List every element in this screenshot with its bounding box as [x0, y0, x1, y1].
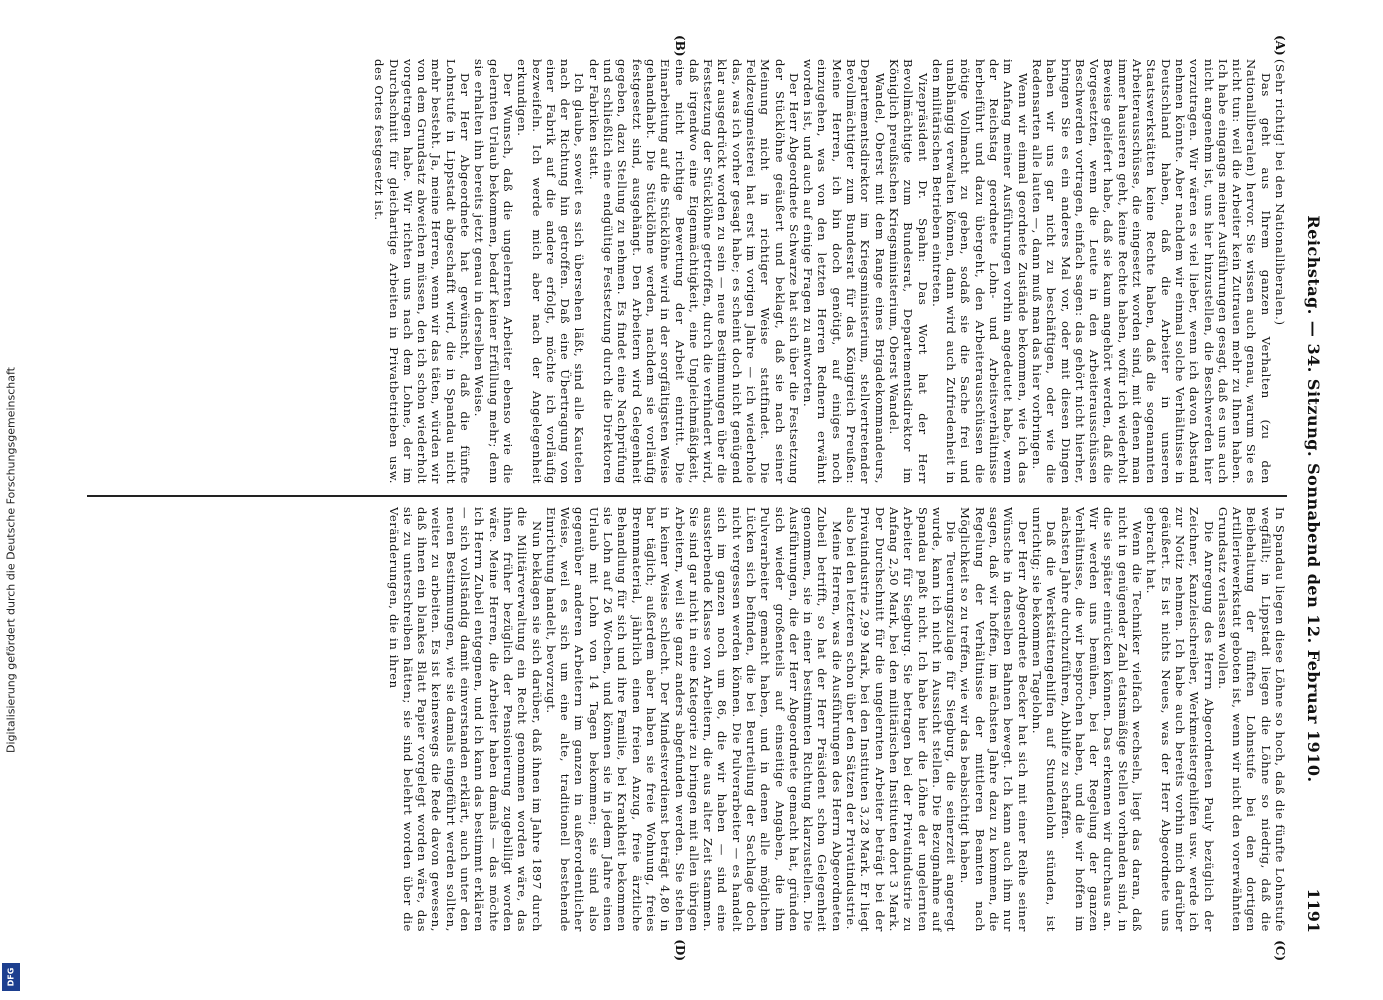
- paragraph: Ich glaube, soweit es sich übersehen läßt, sind alle Kautelen nach der Richtung hin getroffen. Daß eine Übertragung von einer Fabrik auf die andere erfolgt, möchte ich vorläufig bezweifeln. Ich werde mich aber nach der Angelegenheit erkundigen.: [515, 59, 587, 484]
- margin-marker-c: (C): [1273, 940, 1287, 961]
- paragraph: Der Herr Abgeordnete Becker hat sich mit einer Reihe seiner Wünsche in denselben Bahnen bewegt. Ich kann auch ihm nur sagen, daß wir hoffen, im nächsten Jahre dazu zu kommen, die Regelung der Verhältnisse der mittleren Beamten nach Möglichkeit so zu treffen, wie wir das beabsichtigt haben.: [958, 507, 1030, 932]
- paragraph: Der Herr Abgeordnete hat gewünscht, daß die fünfte Lohnstufe in Lippstadt abgeschafft wird, die in Spandau nicht mehr besteht. Ja, meine Herren, wenn wir das täten, würden wir von dem Grundsatz abweichen müssen, den ich schon wiederholt vorgetragen habe. Wir richten uns nach dem Lohne, der im Durchschnitt für gleichartige Arbeiten in Privatbetrieben usw. des Ortes festgesetzt ist.: [372, 59, 473, 484]
- paragraph: Wenn wir einmal geordnete Zustände bekommen, wie ich das im Anfang meiner Ausführungen vorhin angedeutet habe, wenn der Reichstag geordnete Lohn- und Arbeitsverhältnisse herbeiführt und dazu übergeht, den Arbeiterausschüssen die nötige Vollmacht zu geben, sodaß sie die Sache frei und unabhängig verwalten können, dann wird auch Zufriedenheit in den militärischen Betrieben eintreten.: [929, 59, 1030, 484]
- margin-marker-b: (B): [673, 35, 687, 57]
- funding-strip: [0, 0, 22, 1000]
- paragraph: Wenn die Techniker vielfach wechseln, liegt das daran, daß nicht in genügender Zahl etatsmäßige Stellen vorhanden sind, in die sie später einrücken können. Das erkennen wir durchaus an. Wir werden uns bemühen, bei der Regelung der ganzen Verhältnisse, die wir besprochen haben, und die wir hoffen im nächsten Jahre durchzuführen, Abhilfe zu schaffen.: [1058, 507, 1145, 932]
- margin-marker-d: (D): [673, 939, 687, 961]
- margin-marker-a: (A): [1273, 35, 1287, 56]
- paragraph: Wandel, Oberst mit dem Range eines Brigadekommandeurs, Departementsdirektor im Kriegsministerium, stellvertretender Bevollmächtigter zum Bundesrat für das Königreich Preußen: Meine Herren, ich bin doch genötigt, auf einiges noch einzugehen, was von den letzten Herren Rednern erwähnt worden ist, und auch auf einige Fragen zu antworten.: [801, 59, 887, 484]
- document-page: [77, 35, 1327, 961]
- paragraph: Vizepräsident Dr. Spahn: Das Wort hat der Herr Bevollmächtigte zum Bundesrat, Departementsdirektor im Königlich preußischen Kriegsministerium, Oberst Wandel.: [886, 59, 930, 484]
- left-column: [87, 59, 1287, 484]
- page-title: Reichstag. — 34. Sitzung. Sonnabend den 12. Februar 1910.: [1304, 215, 1323, 783]
- paragraph: Nun beklagen sie sich darüber, daß ihnen im Jahre 1897 durch die Militärverwaltung ein Recht genommen worden wäre, das ihnen früher bezüglich der Pensionierung zugebilligt worden wäre. Meine Herren, die Arbeiter haben damals — das möchte ich Herrn Zubeil entgegnen, und ich kann das bestimmt erklären — sich vollständig damit einverstanden erklärt, auch unter den neuen Bestimmungen, wie sie damals eingeführt werden sollten, weiter zu arbeiten. Es ist keineswegs die Rede davon gewesen, daß ihnen ein blankes Blatt Papier vorgelegt worden wäre, das sie zu unterschreiben hätten; sie sind belehrt worden über die Veränderungen, die in ihren: [386, 507, 544, 932]
- funding-text: Digitalisierung gefördert durch die Deutsche Forschungsgemeinschaft: [4, 367, 18, 753]
- paragraph: (Sehr richtig! bei den Nationalliberalen.): [1273, 59, 1287, 326]
- page-header: [1291, 59, 1327, 939]
- dfg-logo-text: DFG: [6, 967, 16, 987]
- right-column: [87, 507, 1287, 932]
- dfg-logo-icon: [2, 963, 20, 991]
- paragraph: Die Anregung des Herrn Abgeordneten Pauly bezüglich der Zeichner, Kanzleischreiber, Werkmeistergehilfen usw. werde ich zur Notiz nehmen. Ich habe auch bereits vorhin mich darüber geäußert. Es ist nichts Neues, was der Herr Abgeordnete uns gebracht hat.: [1144, 507, 1216, 932]
- paragraph: Daß die Werkstättengehilfen auf Stundenlohn stünden, ist unrichtig; sie bekommen Tagelohn.: [1029, 507, 1059, 932]
- paragraph: Der Herr Abgeordnete Schwarze hat sich über die Festsetzung der Stücklöhne geäußert und beklagt, daß sie nach seiner Meinung nicht in richtiger Weise stattfindet. Die Feldzeugmeisterei hat erst im vorigen Jahre — ich wiederhole das, was ich vorher gesagt habe; es scheint doch nicht genügend klar ausgedrückt worden zu sein — neue Bestimmungen über die Festsetzung der Stücklöhne getroffen, durch die verhindert wird, daß irgendwo eine Eigenmächtigkeit, eine Ungleichmäßigkeit, eine nicht richtige Bewertung der Arbeit eintritt. Die Einarbeitung auf die Stücklöhne wird in der sorgfältigsten Weise gehandhabt. Die Stücklöhne werden, nachdem sie vorläufig festgesetzt sind, ausgehängt. Den Arbeitern wird Gelegenheit gegeben, dazu Stellung zu nehmen. Es findet eine Nachprüfung und schließlich eine endgültige Festsetzung durch die Direktoren der Fabriken statt.: [586, 59, 801, 484]
- column-divider: [87, 495, 1287, 497]
- paragraph: In Spandau liegen diese Löhne so hoch, daß die fünfte Lohnstufe wegfällt; in Lippstadt liegen die Löhne so niedrig, daß die Beibehaltung der fünften Lohnstufe bei den dortigen Artilleriewerkstatt geboten ist, wenn wir nicht den vorerwähnten Grundsatz verlassen wollen.: [1215, 507, 1287, 932]
- page-number: 1191: [1304, 888, 1323, 933]
- paragraph: Der Wunsch, daß die ungelernten Arbeiter ebenso wie die gelernten Urlaub bekommen, bedarf keiner Erfüllung mehr; denn sie erhalten ihn bereits jetzt genau in derselben Weise.: [472, 59, 515, 484]
- paragraph: Das geht aus Ihrem ganzen Verhalten (zu den Nationalliberalen) hervor. Sie wissen auch genau, warum Sie es nicht tun: weil die Arbeiter kein Zutrauen mehr zu Ihnen haben. Ich habe eingangs meiner Ausführungen gesagt, daß es uns auch nicht angenehm ist, uns hier hinzustellen, die Beschwerden hier vorzutragen. Wir wären es viel lieber, wenn ich davon Abstand nehmen könnte. Aber nachdem wir einmal solche Verhältnisse in Deutschland haben, daß die Arbeiter in unseren Staatswerkstätten keine Rechte haben, daß die sogenannten Arbeiterausschüsse, die eingesetzt worden sind, mit denen man immer hausieren geht, keine Rechte haben, wofür ich wiederholt Beweise geliefert habe, daß sie kaum angehört werden, daß die Vorgesetzten, wenn die Leute in den Arbeiterausschüssen Beschwerden vortragen, einfach sagen: das gehört nicht hierher, bringen Sie es ein anderes Mal vor, oder mit diesen Dingen haben wir uns gar nicht zu beschäftigen, oder wie die Redensarten alle lauten —, dann muß man das hier vorbringen.: [1029, 59, 1273, 484]
- paragraph: Meine Herren, was die Ausführungen des Herrn Abgeordneten Zubeil betrifft, so hat der Herr Präsident schon Gelegenheit genommen, sie in einer bestimmten Richtung klarzustellen. Die Ausführungen, die der Herr Abgeordnete gemacht hat, gründen sich wieder großenteils auf einseitige Angaben, die ihm Pulverarbeiter gemacht haben, und in denen alle möglichen Lücken sich befinden, die bei Beurteilung der Sachlage doch nicht vergessen werden können. Die Pulverarbeiter — es handelt sich im ganzen noch um 86, die wir haben — sind eine aussterbende Klasse von Arbeitern, die aus alter Zeit stammen. Sie sind gar nicht in eine Kategorie zu bringen mit allen übrigen Arbeitern, weil sie ganz anders abgefunden werden. Sie stehen in keiner Weise schlecht. Der Mindestverdienst beträgt 4,80 in bar täglich; außerdem aber haben sie freie Wohnung, freies Brennmaterial, jährlich einen freien Anzug, freie ärztliche Behandlung für sich und ihre Familie, bei Krankheit bekommen sie Lohn auf 26 Wochen, und können sie in jedem Jahre einen Urlaub mit Lohn von 14 Tagen bekommen; sie sind also gegenüber anderen Arbeitern im ganzen in außerordentlicher Weise, weil es sich um eine alte, traditionell bestehende Einrichtung handelt, bevorzugt.: [543, 507, 844, 932]
- paragraph: Die Teuerungszulage für Siegburg, die seinerzeit angeregt wurde, kann ich nicht in Aussicht stellen. Die Bezugnahme auf Spandau paßt nicht. Ich habe hier die Löhne der ungelernten Arbeiter für Siegburg. Sie betragen bei der Privatindustrie zu Anfang 2,50 Mark, bei den militärischen Instituten dort 3 Mark. Der Durchschnitt für die ungelernten Arbeiter beträgt bei der Privatindustrie 2,99 Mark, bei den Instituten 3,28 Mark. Er liegt also bei den letzteren schon über den Sätzen der Privatindustrie.: [844, 507, 959, 932]
